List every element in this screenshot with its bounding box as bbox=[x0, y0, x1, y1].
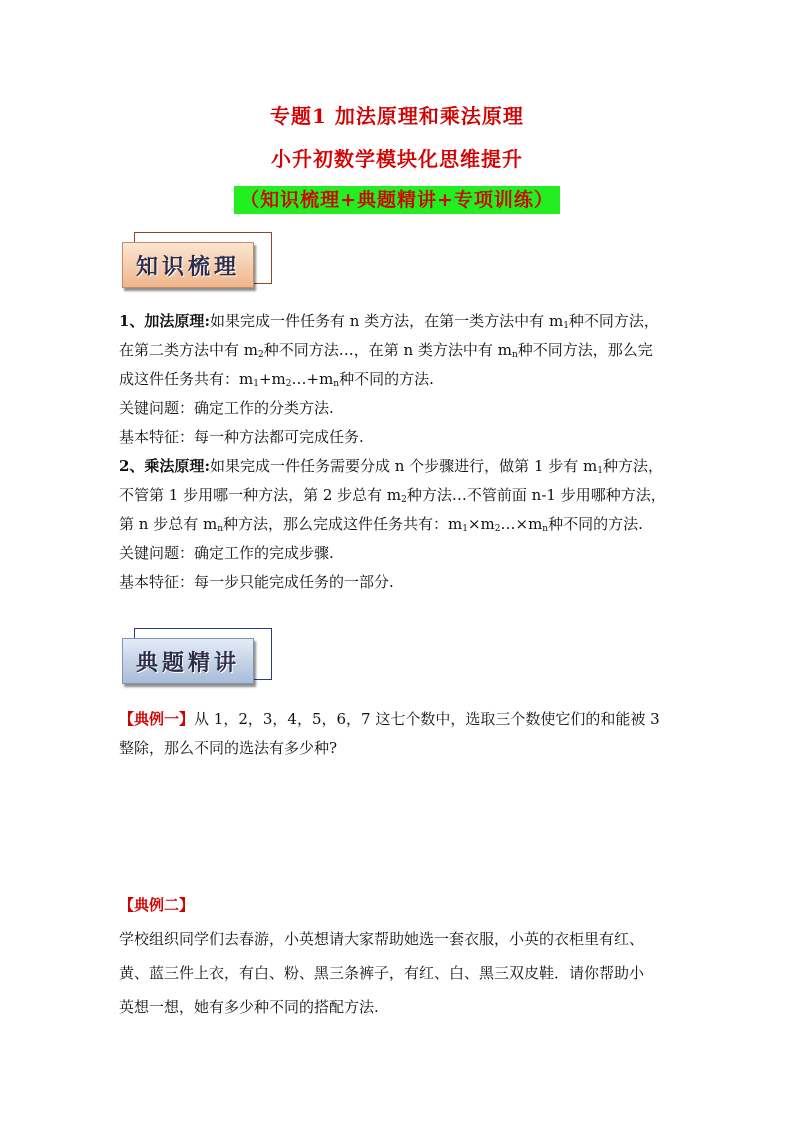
example-1 bbox=[119, 705, 699, 763]
knowledge-line: 关键问题：确定工作的完成步骤. bbox=[119, 544, 334, 562]
knowledge-line: 基本特征：每一步只能完成任务的一部分. bbox=[119, 573, 394, 591]
knowledge-line: 1、加法原理:如果完成一件任务有 n 类方法，在第一类方法中有 $m_1$种不同方法， bbox=[119, 312, 659, 331]
example-1-line: 整除，那么不同的选法有多少种? bbox=[119, 739, 338, 757]
tagline: （知识梳理+典题精讲+专项训练） bbox=[234, 186, 560, 214]
section-heading-examples: 典题精讲 bbox=[135, 649, 240, 676]
example-1-line: 【典例一】从 1，2，3，4，5，6，7 这七个数中，选取三个数使它们的和能被 3 bbox=[119, 710, 660, 728]
example-2 bbox=[119, 888, 699, 1024]
knowledge-line: 2、乘法原理:如果完成一件任务需要分成 n 个步骤进行，做第 1 步有 $m_1$种方法， bbox=[119, 457, 664, 476]
knowledge-line: 在第二类方法中有 $m_2$种不同方法…，在第 n 类方法中有 $m_n$种不同方法，那么完 bbox=[119, 341, 653, 360]
knowledge-line: 关键问题：确定工作的分类方法. bbox=[119, 399, 334, 417]
example-2-label: 【典例二】 bbox=[119, 896, 195, 914]
knowledge-section bbox=[119, 307, 699, 597]
knowledge-line: 基本特征：每一种方法都可完成任务. bbox=[119, 428, 364, 446]
banner-plate bbox=[122, 638, 254, 684]
section-banner-examples bbox=[122, 628, 272, 686]
example-2-label-line bbox=[119, 888, 699, 922]
tagline-wrap bbox=[0, 186, 794, 214]
example-2-line: 学校组织同学们去春游，小英想请大家帮助她选一套衣服，小英的衣柜里有红、 bbox=[119, 930, 645, 948]
section-heading-knowledge: 知识梳理 bbox=[135, 253, 240, 280]
example-1-label: 【典例一】 bbox=[119, 710, 195, 728]
knowledge-line: 成这件任务共有：$m_1+m_2\dots+m_n$种不同的方法. bbox=[119, 370, 434, 389]
banner-plate bbox=[122, 242, 254, 288]
knowledge-line: 第 n 步总有 $m_n$种方法，那么完成这件任务共有：$m_1\times m_2\dots\times m_n$种不同的方法. bbox=[119, 515, 643, 534]
knowledge-line: 不管第 1 步用哪一种方法，第 2 步总有 $m_2$种方法…不管前面 n-1 步用哪种方法， bbox=[119, 486, 666, 505]
page-title: 专题1 加法原理和乘法原理 bbox=[270, 104, 524, 128]
example-2-line: 英想一想，她有多少种不同的搭配方法. bbox=[119, 998, 379, 1016]
page-subtitle: 小升初数学模块化思维提升 bbox=[271, 147, 523, 171]
section-banner-knowledge bbox=[122, 232, 272, 290]
example-2-line: 黄、蓝三件上衣，有白、粉、黑三条裤子，有红、白、黑三双皮鞋．请你帮助小 bbox=[119, 964, 645, 982]
